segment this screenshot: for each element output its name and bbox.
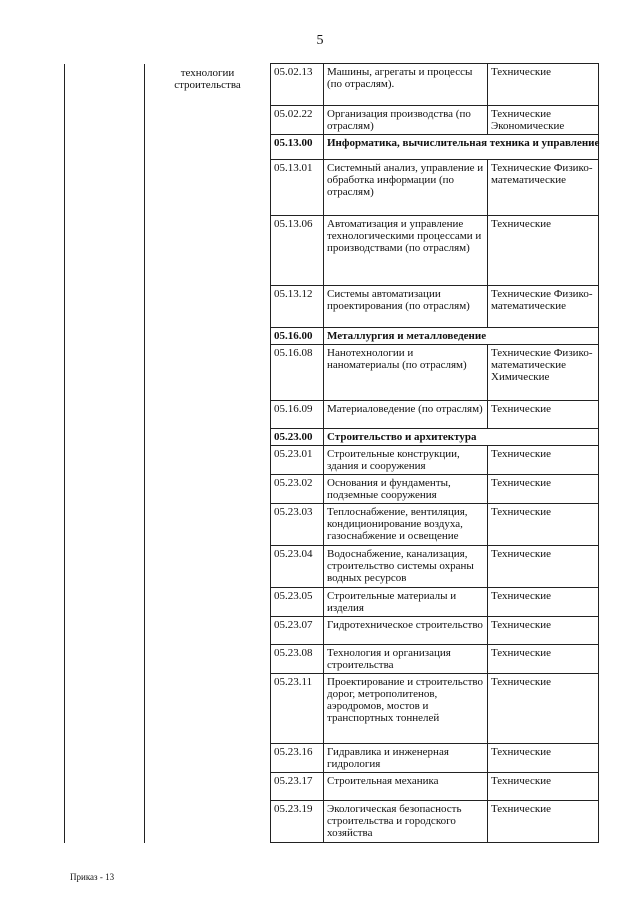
specialty-code: 05.23.19: [271, 801, 324, 843]
science-branch: Технические: [488, 674, 599, 744]
science-branch: Технические: [488, 588, 599, 617]
science-branch: Технические: [488, 216, 599, 286]
specialty-code: 05.23.01: [271, 446, 324, 475]
specialty-code: 05.23.00: [271, 429, 324, 446]
specialty-code: 05.13.12: [271, 286, 324, 328]
science-branch: Технические: [488, 64, 599, 106]
specialty-title: Строительные конструкции, здания и сооружения: [324, 446, 488, 475]
specialty-title: Гидравлика и инженерная гидрология: [324, 744, 488, 773]
specialty-title: Нанотехнологии и наноматериалы (по отраслям): [324, 345, 488, 401]
science-branch: Технические: [488, 504, 599, 546]
specialty-title: Технология и организация строительства: [324, 645, 488, 674]
specialty-code: 05.13.01: [271, 160, 324, 216]
specialty-title: Экологическая безопасность строительства и городского хозяйства: [324, 801, 488, 843]
specialty-code: 05.02.13: [271, 64, 324, 106]
specialty-code: 05.23.04: [271, 546, 324, 588]
specialty-title: Строительство и архитектура: [324, 429, 599, 446]
specialty-title: Водоснабжение, канализация, строительство системы охраны водных ресурсов: [324, 546, 488, 588]
specialty-code: 05.23.11: [271, 674, 324, 744]
specialties-table: [64, 63, 599, 843]
specialty-title: Металлургия и металловедение: [324, 328, 599, 345]
specialty-title: Основания и фундаменты, подземные сооружения: [324, 475, 488, 504]
specialty-code: 05.13.06: [271, 216, 324, 286]
specialty-code: 05.23.08: [271, 645, 324, 674]
specialty-title: Системы автоматизации проектирования (по отраслям): [324, 286, 488, 328]
science-branch: Технические: [488, 801, 599, 843]
specialty-code: 05.23.17: [271, 773, 324, 801]
specialty-title: Материаловедение (по отраслям): [324, 401, 488, 429]
specialty-code: 05.13.00: [271, 135, 324, 160]
specialty-code: 05.16.00: [271, 328, 324, 345]
page-number: 5: [316, 33, 324, 48]
specialty-code: 05.23.03: [271, 504, 324, 546]
science-branch: Технические: [488, 446, 599, 475]
specialty-title: Информатика, вычислительная техника и управление: [324, 135, 599, 160]
specialty-title: Машины, агрегаты и процессы (по отраслям).: [324, 64, 488, 106]
science-branch: Технические: [488, 617, 599, 645]
science-branch: Технические Физико-математические: [488, 160, 599, 216]
specialty-code: 05.23.07: [271, 617, 324, 645]
specialty-code: 05.02.22: [271, 106, 324, 135]
table-row: [65, 64, 599, 106]
specialty-title: Автоматизация и управление технологическими процессами и производствами (по отраслям): [324, 216, 488, 286]
specialty-code: 05.23.16: [271, 744, 324, 773]
blank-column-cell: [65, 64, 145, 843]
specialty-code: 05.16.08: [271, 345, 324, 401]
science-branch: Технические Физико-математические: [488, 286, 599, 328]
specialty-code: 05.16.09: [271, 401, 324, 429]
specialty-title: Гидротехническое строительство: [324, 617, 488, 645]
specialty-code: 05.23.05: [271, 588, 324, 617]
science-branch: Технические: [488, 401, 599, 429]
specialty-title: Строительные материалы и изделия: [324, 588, 488, 617]
specialty-code: 05.23.02: [271, 475, 324, 504]
field-label-cell: технологии строительства: [145, 64, 271, 843]
specialty-title: Системный анализ, управление и обработка информации (по отраслям): [324, 160, 488, 216]
science-branch: Технические Экономические: [488, 106, 599, 135]
science-branch: Технические: [488, 475, 599, 504]
specialty-title: Организация производства (по отраслям): [324, 106, 488, 135]
science-branch: Технические: [488, 645, 599, 674]
science-branch: Технические: [488, 546, 599, 588]
science-branch: Технические: [488, 744, 599, 773]
specialty-title: Теплоснабжение, вентиляция, кондиционирование воздуха, газоснабжение и освещение: [324, 504, 488, 546]
footer-note: Приказ - 13: [70, 872, 115, 882]
specialty-title: Проектирование и строительство дорог, метрополитенов, аэродромов, мостов и транспортных тоннелей: [324, 674, 488, 744]
specialty-title: Строительная механика: [324, 773, 488, 801]
science-branch: Технические: [488, 773, 599, 801]
science-branch: Технические Физико-математические Химические: [488, 345, 599, 401]
